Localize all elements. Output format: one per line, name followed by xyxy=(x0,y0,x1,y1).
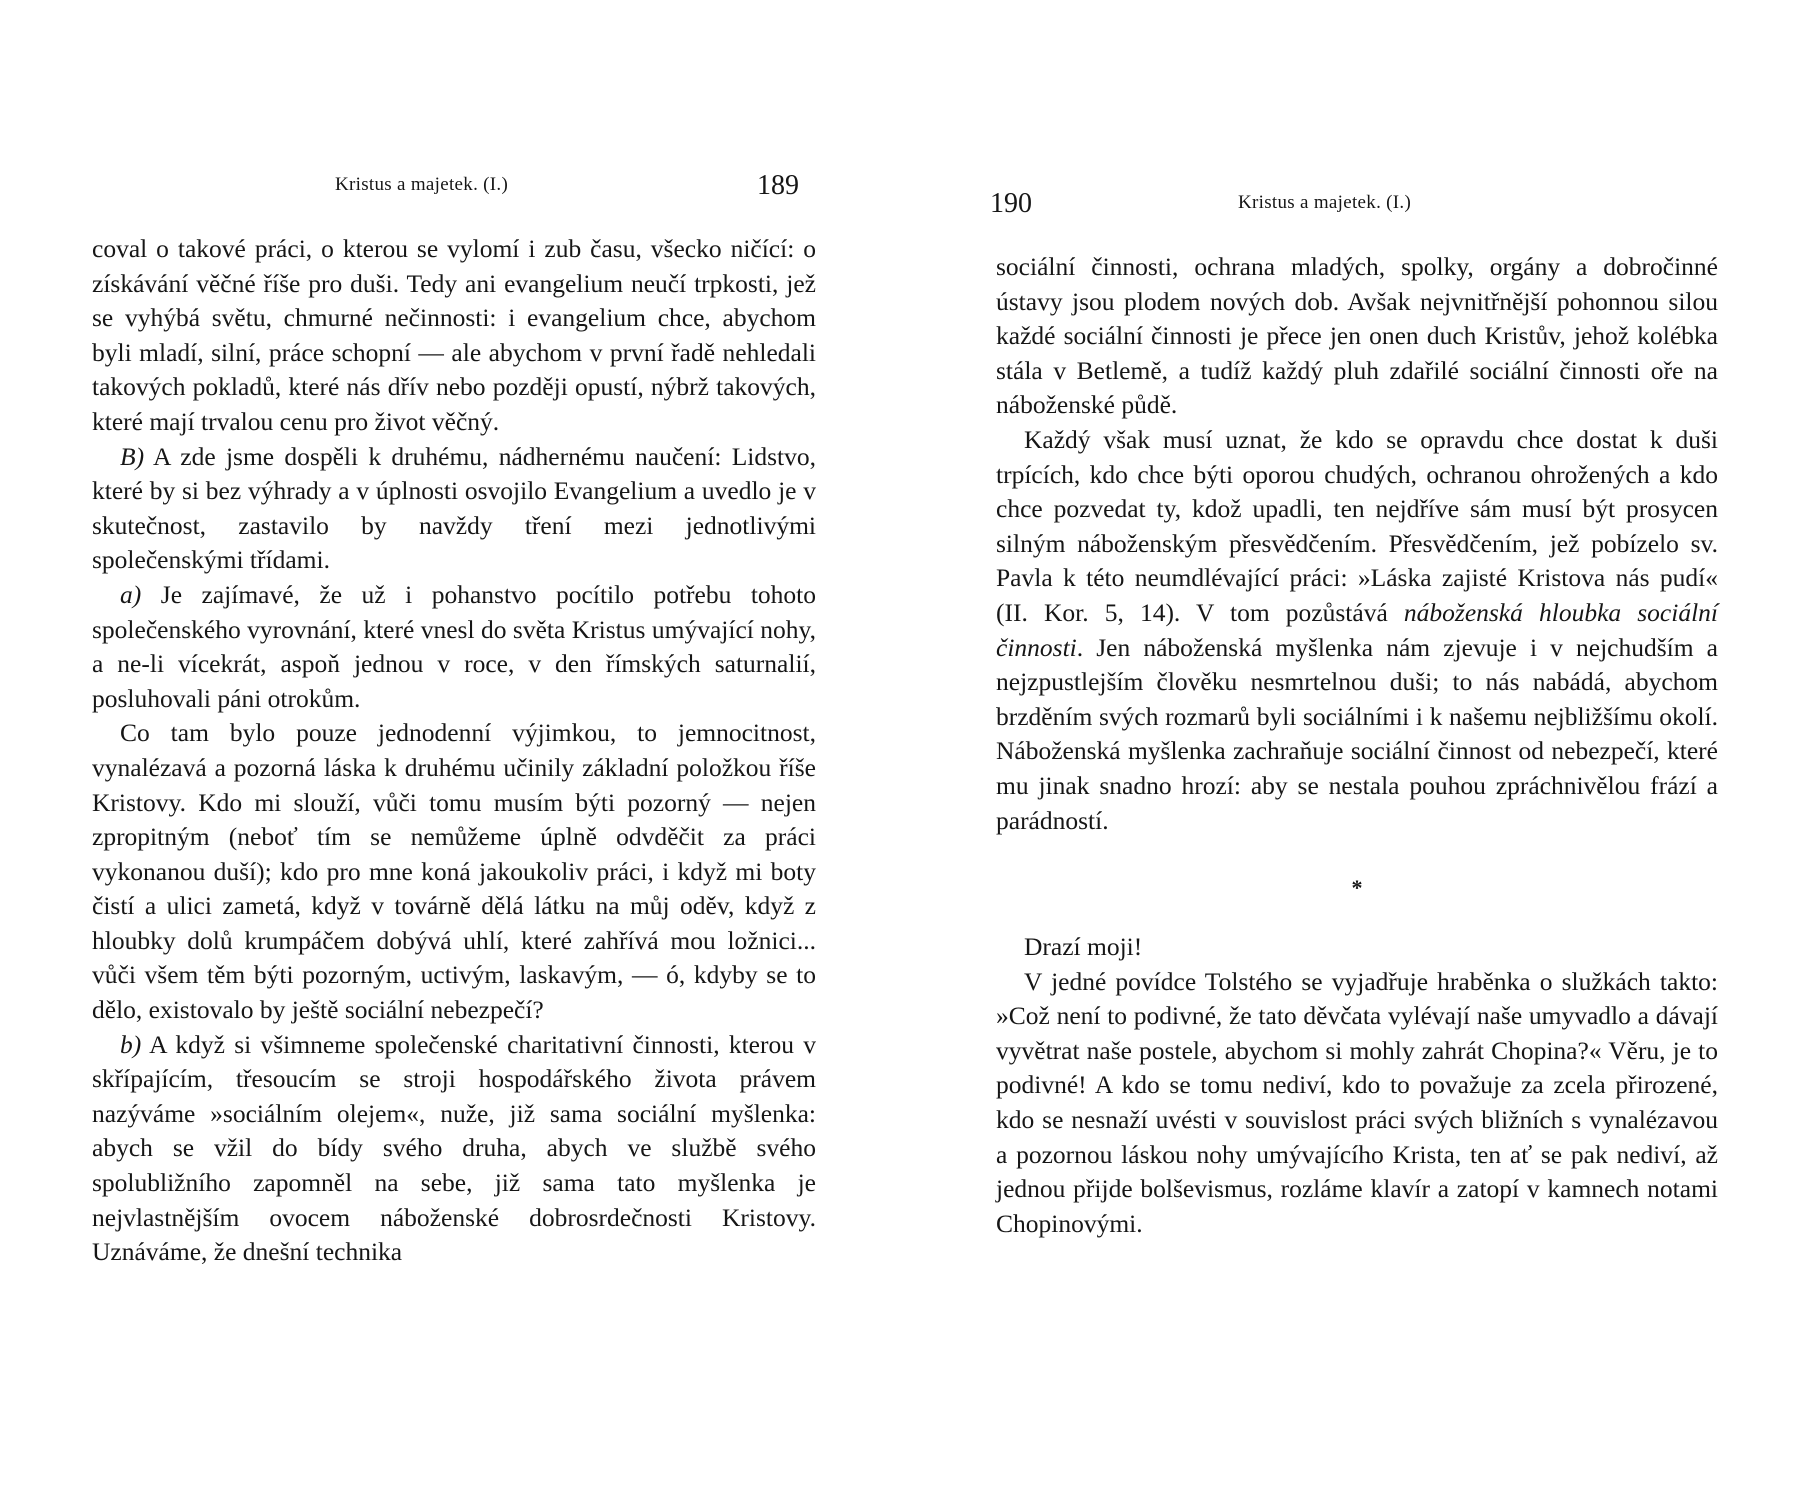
paragraph xyxy=(92,578,816,716)
running-title: Kristus a majetek. (I.) xyxy=(335,174,509,195)
running-title: Kristus a majetek. (I.) xyxy=(1238,192,1412,213)
paragraph xyxy=(996,423,1718,838)
paragraph-text: Co tam bylo pouze jednodenní výjimkou, to jemnocitnost, vynalézavá a pozorná láska k druhému učinily základní položkou říše Kristovy. Kdo mi slouží, vůči tomu musím býti pozorný — nejen zpropitným (neboť tím se nemůžeme úplně odvděčit za práci vykonanou duší); kdo pro mne koná jakoukoliv práci, i když mi boty čistí a ulici zametá, když v továrně dělá látku na můj oděv, když z hloubky dolů krumpáčem dobývá uhlí, které zahřívá mou ložnici... vůči všem těm býti pozorným, uctivým, laskavým, — ó, kdyby se to dělo, existovalo by ještě sociální nebezpečí? xyxy=(92,718,816,1025)
right-page xyxy=(902,0,1804,1500)
paragraph-text: sociální činnosti, ochrana mladých, spolky, orgány a dobročinné ústavy jsou plodem nových dob. Avšak nejvnitřnější pohonnou silou každé sociální činnosti je přece jen onen duch Kristův, jehož kolébka stála v Betlemě, a tudíž každý pluh zdařilé sociální činnosti oře na náboženské půdě. xyxy=(996,252,1718,420)
emphasis-text: náboženská hloubka sociální činnosti xyxy=(996,597,1718,662)
paragraph-text: A zde jsme dospěli k druhému, nádhernému naučení: Lidstvo, které by si bez výhrady a v úplnosti osvojilo Evangelium a uvedlo je v skutečnost, zastavilo by navždy tření mezi jednotlivými společenskými třídami. xyxy=(92,441,817,575)
salutation: Drazí moji! xyxy=(1024,932,1143,962)
paragraph-text: A když si všimneme společenské charitativní činnosti, kterou v skřípajícím, třesoucím se stroji hospodářského života právem nazýváme »sociálním olejem«, nuže, již sama sociální myšlenka: abych se vžil do bídy svého druha, abych ve službě svého spolubližního zapomněl na sebe, již sama tato myšlenka je nejvlastnějším ovocem náboženské dobrosrdečnosti Kristovy. Uznáváme, že dnešní technika xyxy=(92,1029,817,1267)
section-label: b) xyxy=(120,1029,142,1059)
paragraph xyxy=(92,440,816,578)
section-label: a) xyxy=(120,579,142,609)
paragraph xyxy=(92,232,816,440)
paragraph xyxy=(996,965,1718,1242)
page-number: 190 xyxy=(990,188,1032,219)
paragraph xyxy=(996,250,1718,423)
paragraph xyxy=(92,716,816,1027)
paragraph-text: coval o takové práci, o kterou se vylomí i zub času, všecko ničící: o získávání věčné říše pro duši. Tedy ani evangelium neučí trpkosti, jež se vyhýbá světu, chmurné nečinnosti: i evangelium chce, abychom byli mladí, silní, práce schopní — ale abychom v první řadě nehledali takových pokladů, které nás dřív nebo později opustí, nýbrž takových, které mají trvalou cenu pro život věčný. xyxy=(92,234,816,436)
section-divider: * xyxy=(1351,875,1363,901)
body-text xyxy=(996,250,1718,1241)
paragraph-text: Je zajímavé, že už i pohanstvo pocítilo potřebu tohoto společenského vyrovnání, které vnesl do světa Kristus umývající nohy, a ne-li vícekrát, aspoň jednou v roce, v den římských saturnalií, posluhovali páni otrokům. xyxy=(92,579,817,713)
body-text xyxy=(92,232,816,1270)
paragraph-text: Každý však musí uznat, že kdo se opravdu chce dostat k duši trpících, kdo chce býti oporou chudých, ochranou ohrožených a kdo chce pozvedat ty, kdož upadli, ten nejdříve sám musí být prosycen silným náboženským přesvědčením. Přesvědčením, jež pobízelo sv. Pavla k této neumdlévající práci: »Láska zajisté Kristova nás pudí« (II. Kor. 5, 14). V tom pozůstává xyxy=(996,424,1718,627)
paragraph xyxy=(92,1028,816,1270)
paragraph-text: V jedné povídce Tolstého se vyjadřuje hraběnka o služkách takto: »Což není to podivné, že tato děvčata vylévají naše umyvadlo a dávají vyvětrat naše postele, abychom si mohly zahrát Chopina?« Věru, je to podivné! A kdo se tomu nediví, kdo to považuje za zcela přirozené, kdo se nesnaží uvésti v souvislost práci svých bližních s vynalézavou a pozornou láskou nohy umývajícího Krista, ten ať se pak nediví, až jednou přijde bolševismus, rozláme klavír a zatopí v kamnech notami Chopinovými. xyxy=(996,966,1718,1238)
paragraph-text: . Jen náboženská myšlenka nám zjevuje i v nejchudším a nejzpustlejším člověku nesmrtelnou duši; to nás nabádá, abychom brzděním svých rozmarů byli sociálními i k našemu nejbližšímu okolí. Náboženská myšlenka zachraňuje sociální činnost od nebezpečí, které mu jinak snadno hrozí: aby se nestala pouhou zpráchnivělou frází a parádností. xyxy=(996,632,1718,835)
page-number: 189 xyxy=(757,170,799,201)
section-label: B) xyxy=(120,441,145,471)
